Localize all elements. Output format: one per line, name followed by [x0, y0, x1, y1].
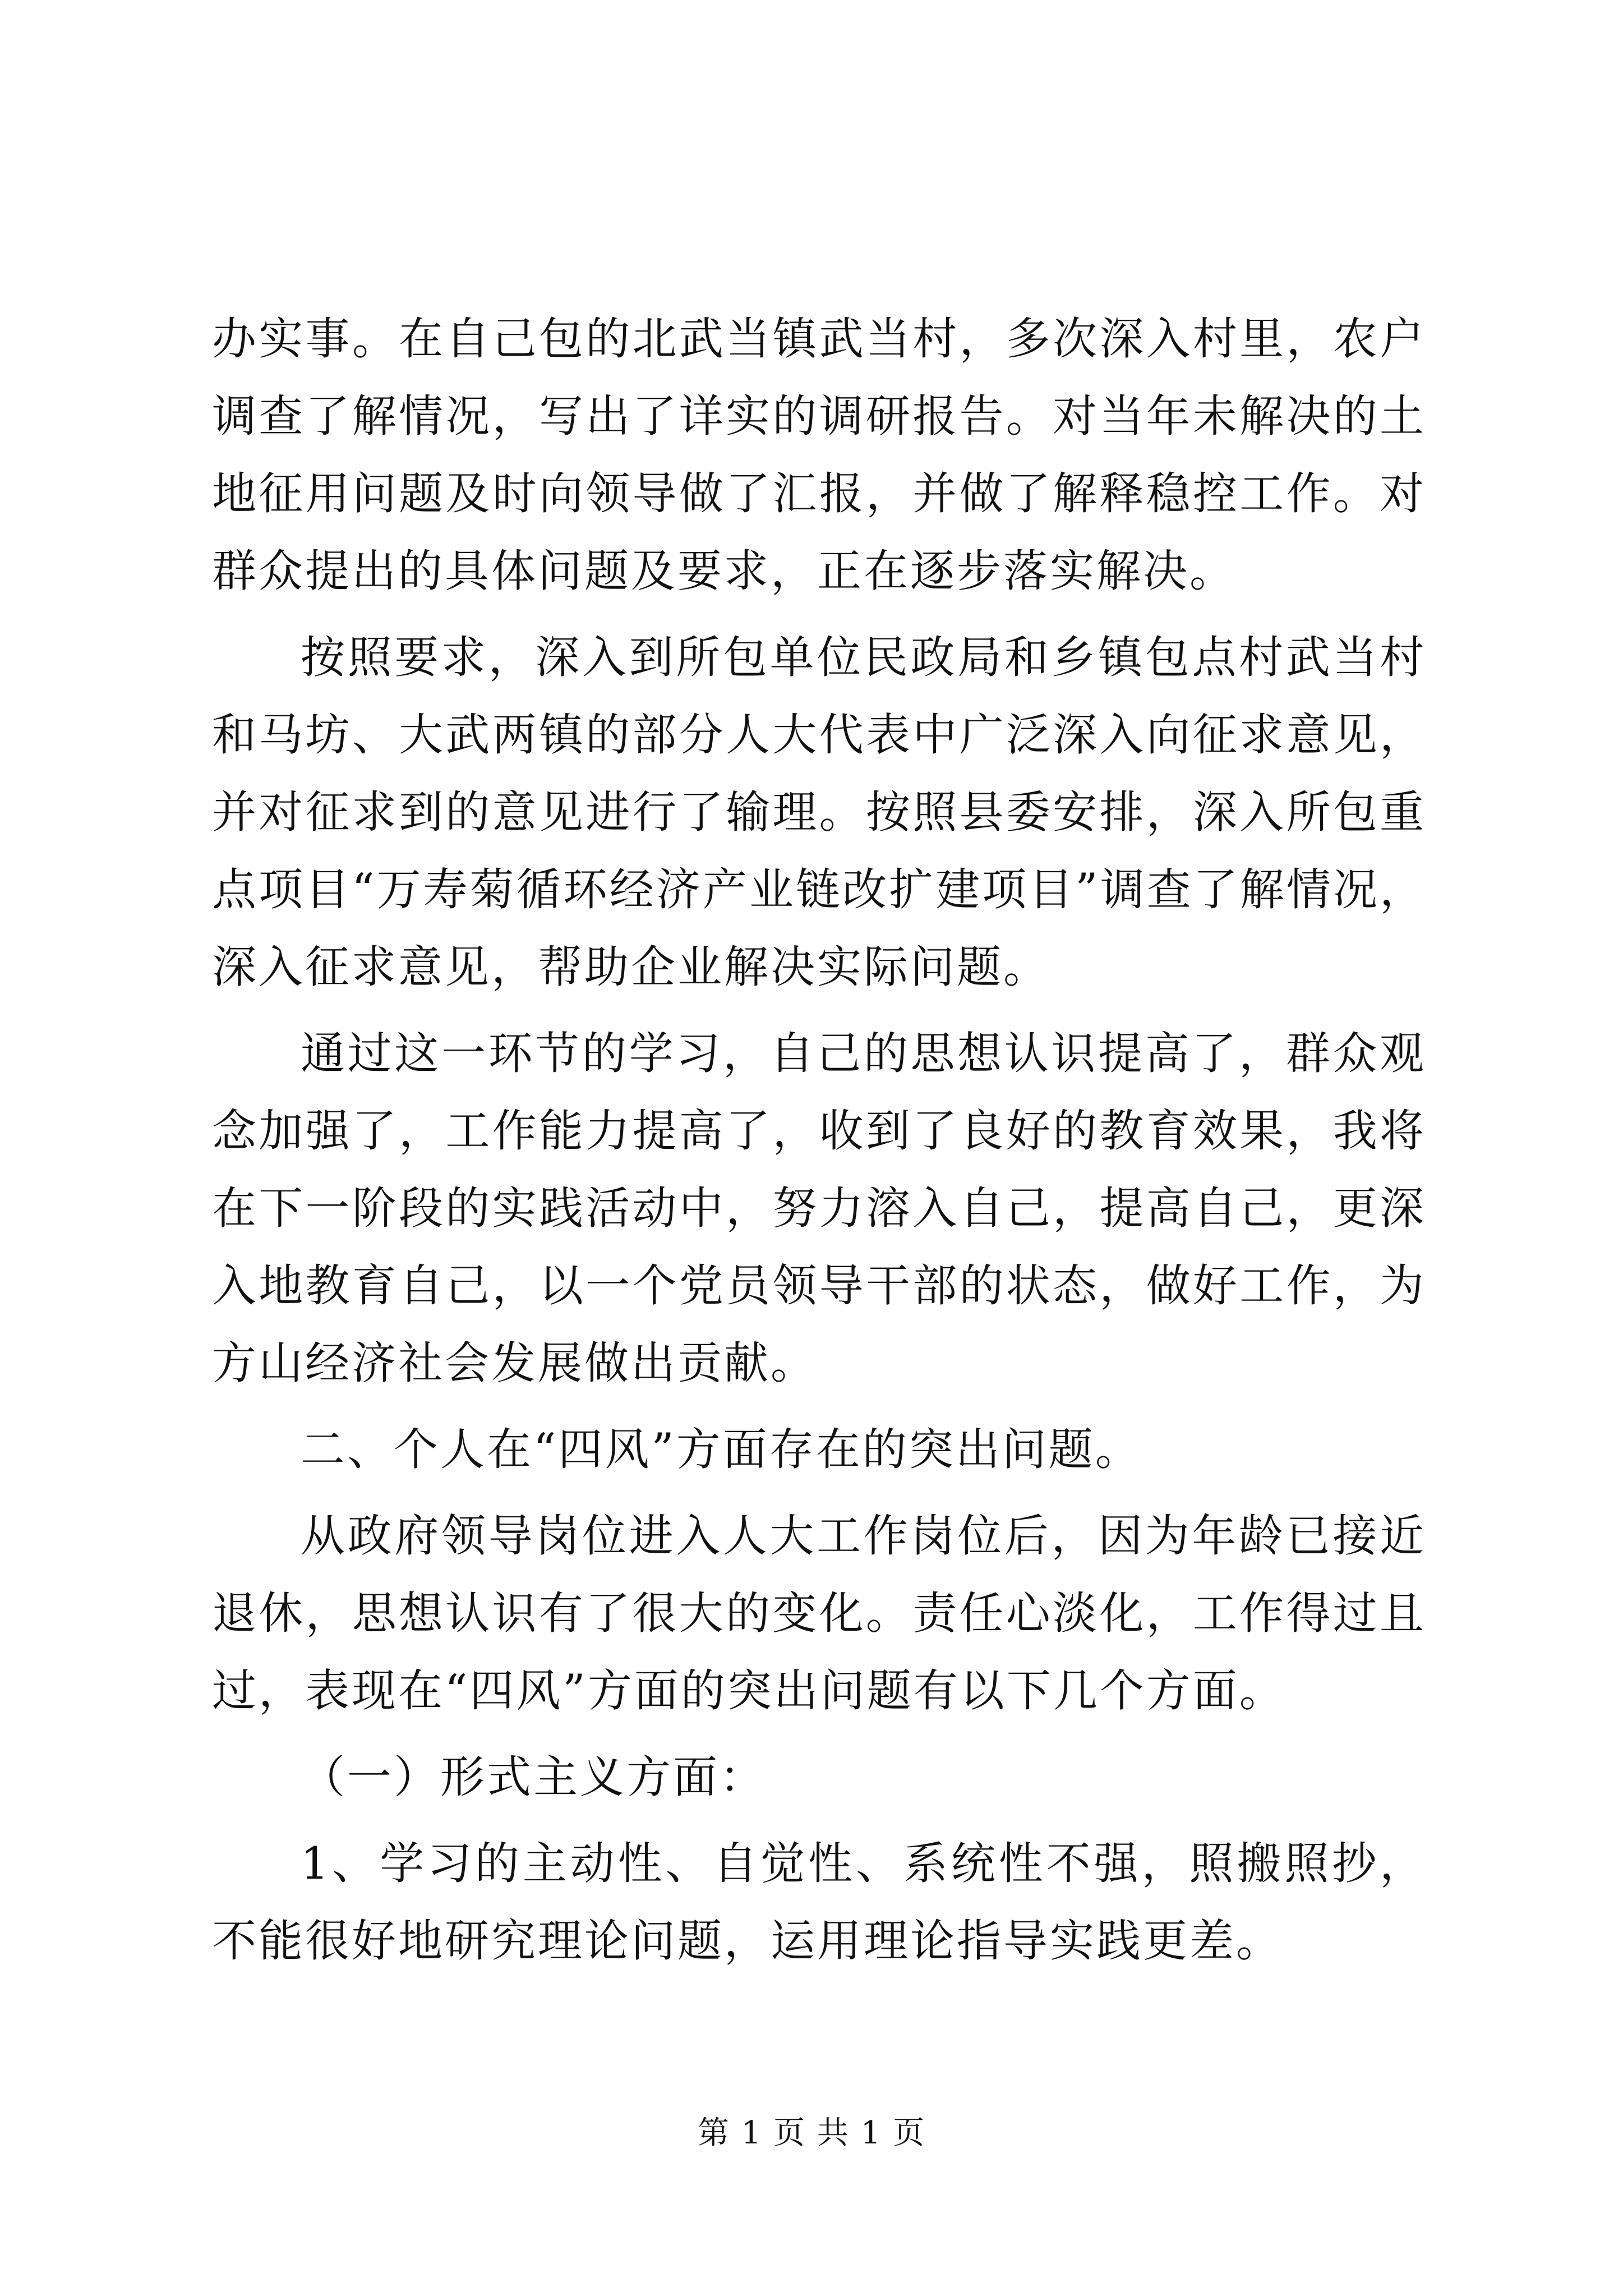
- page-footer: 第 1 页 共 1 页: [697, 2115, 926, 2151]
- paragraph-3: 通过这一环节的学习，自己的思想认识提高了，群众观念加强了，工作能力提高了，收到了良好的教育效果，我将在下一阶段的实践活动中，努力溶入自己，提高自己，更深入地教育自己，以一个党员领导干部的状态，做好工作，为方山经济社会发展做出贡献。: [212, 1028, 1426, 1389]
- paragraph-2: 按照要求，深入到所包单位民政局和乡镇包点村武当村和马坊、大武两镇的部分人大代表中广泛深入向征求意见，并对征求到的意见进行了输理。按照县委安排，深入所包重点项目“万寿菊循环经济产业链改扩建项目”调查了解情况，深入征求意见，帮助企业解决实际问题。: [212, 632, 1426, 993]
- subsection-heading-1: （一）形式主义方面：: [301, 1751, 766, 1803]
- paragraph-5: 从政府领导岗位进入人大工作岗位后，因为年龄已接近退休，思想认识有了很大的变化。责任心淡化，工作得过且过，表现在“四风”方面的突出问题有以下几个方面。: [212, 1510, 1426, 1717]
- list-item-1: 1、学习的主动性、自觉性、系统性不强，照搬照抄，不能很好地研究理论问题，运用理论指导实践更差。: [212, 1838, 1426, 1967]
- paragraph-1: 办实事。在自己包的北武当镇武当村，多次深入村里，农户调查了解情况，写出了详实的调研报告。对当年未解决的土地征用问题及时向领导做了汇报，并做了解释稳控工作。对群众提出的具体问题及要求，正在逐步落实解决。: [212, 313, 1426, 597]
- section-heading-2: 二、个人在“四风”方面存在的突出问题。: [301, 1424, 1142, 1475]
- document-body: [212, 300, 1426, 1980]
